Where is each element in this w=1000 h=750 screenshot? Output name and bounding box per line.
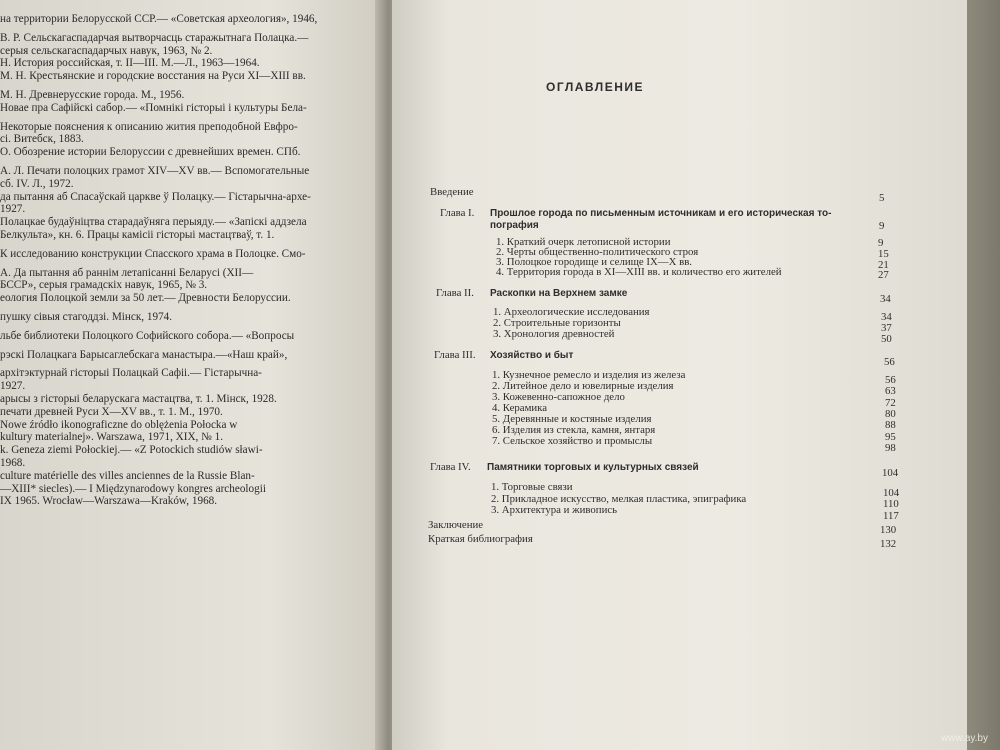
chapter-label: Глава I. (440, 207, 475, 219)
section-title: 4. Территория города в XI—XIII вв. и количество его жителей (496, 266, 782, 278)
bib-line: kultury materialnej». Warszawa, 1971, XIX, № 1. (0, 431, 224, 444)
bib-line: В. Р. Сельскагаспадарчая вытворчасць старажытнага Полацка.— (0, 31, 309, 44)
bib-line: —XIII* siecles).— I Międzynarodowy kongres archeologii (0, 482, 266, 495)
section-page: 95 (885, 431, 896, 443)
bib-line: К исследованию конструкции Спасского храма в Полоцке. Смо- (0, 247, 306, 260)
section-page: 110 (883, 498, 899, 510)
bib-line: О. Обозрение истории Белоруссии с древнейших времен. СПб. (0, 146, 301, 159)
bib-line: Н. История российская, т. II—III. М.—Л., 1963—1964. (0, 57, 260, 70)
toc-intro-page: 5 (879, 192, 885, 204)
chapter-page: 9 (879, 220, 885, 232)
section-page: 98 (885, 442, 896, 454)
chapter-title: Памятники торговых и культурных связей (487, 462, 699, 473)
section-title: 3. Кожевенно-сапожное дело (492, 391, 625, 403)
section-page: 15 (878, 248, 889, 260)
bib-line: рэскі Полацкага Барысаглебскага манастыра.—«Наш край», (0, 348, 288, 361)
bib-line: сб. IV. Л., 1972. (0, 177, 74, 190)
section-title: 2. Литейное дело и ювелирные изделия (492, 380, 674, 392)
bib-line: 1927. (0, 203, 26, 216)
bib-line: 1968. (0, 456, 26, 469)
bib-line: БССР», серыя грамадскіх навук, 1965, № 3. (0, 279, 208, 292)
bib-line: Nowe źródło ikonograficzne do oblężenia Połocka w (0, 418, 238, 431)
section-page: 56 (885, 374, 896, 386)
bib-line: М. Н. Крестьянские и городские восстания на Руси XI—XIII вв. (0, 70, 306, 83)
section-page: 50 (881, 333, 892, 345)
toc-bibliography-page: 132 (880, 538, 897, 550)
toc-conclusion-page: 130 (880, 524, 897, 536)
section-title: 2. Прикладное искусство, мелкая пластика, эпиграфика (491, 493, 747, 505)
section-page: 34 (881, 311, 892, 323)
section-title: 1. Кузнечное ремесло и изделия из железа (492, 369, 686, 381)
bib-line: льбе библиотеки Полоцкого Софийского собора.— «Вопросы (0, 329, 295, 342)
section-page: 63 (885, 385, 896, 397)
bib-line: Некоторые пояснения к описанию жития преподобной Евфро- (0, 120, 298, 133)
bib-line: на территории Белорусской ССР.— «Советская археология», 1946, (0, 13, 318, 25)
section-title: 3. Хронология древностей (493, 328, 615, 340)
section-title: 7. Сельское хозяйство и промыслы (492, 435, 653, 447)
chapter-label: Глава IV. (430, 461, 471, 473)
section-title: 4. Керамика (492, 402, 548, 414)
toc-conclusion-label: Заключение (428, 519, 484, 531)
chapter-page: 104 (882, 467, 899, 479)
bib-line: Новае пра Сафійскі сабор.— «Помнікі гісторыі і культуры Бела- (0, 101, 307, 114)
section-title: 1. Краткий очерк летописной истории (496, 236, 671, 248)
section-page: 9 (878, 237, 884, 249)
bib-line: culture matérielle des villes anciennes de la Russie Blan- (0, 469, 255, 482)
chapter-title: пография (490, 220, 539, 231)
toc-bibliography-label: Краткая библиография (428, 533, 533, 545)
bib-line: серыя сельскагаспадарчых навук, 1963, № 2. (0, 44, 213, 57)
bib-line: сі. Витебск, 1883. (0, 133, 84, 146)
chapter-label: Глава III. (434, 349, 476, 361)
section-page: 72 (885, 397, 896, 409)
section-page: 88 (885, 419, 896, 431)
bib-line: пушку сівыя стагоддзі. Мінск, 1974. (0, 310, 173, 323)
section-title: 2. Черты общественно-политического строя (496, 246, 699, 258)
section-page: 104 (883, 487, 900, 499)
section-title: 5. Деревянные и костяные изделия (492, 413, 652, 425)
toc-intro-label: Введение (430, 186, 474, 198)
chapter-title: Прошлое города по письменным источникам и его историческая то- (490, 208, 832, 219)
bib-line: IX 1965. Wrocław—Warszawa—Kraków, 1968. (0, 495, 218, 508)
section-title: 3. Полоцкое городище и селище IX—X вв. (496, 256, 692, 268)
bib-line: А. Л. Печати полоцких грамот XIV—XV вв.— Вспомогательные (0, 164, 310, 177)
section-title: 2. Строительные горизонты (493, 317, 621, 329)
watermark: www.ay.by (940, 733, 988, 744)
section-page: 80 (885, 408, 896, 420)
section-title: 1. Торговые связи (491, 481, 573, 493)
bib-line: Полацкае будаўніцтва старадаўняга перыяду.— «Запіскі аддзела (0, 216, 307, 229)
bib-line: печати древней Руси X—XV вв., т. 1. М., 1970. (0, 405, 223, 418)
bib-line: еология Полоцкой земли за 50 лет.— Древности Белоруссии. (0, 292, 291, 305)
toc-title: ОГЛАВЛЕНИЕ (546, 80, 645, 94)
chapter-page: 56 (884, 356, 895, 368)
bib-line: М. Н. Древнерусские города. М., 1956. (0, 88, 185, 101)
bib-line: да пытання аб Спасаўскай царкве ў Полацку.— Гістарычна-архе- (0, 190, 311, 203)
bib-line: А. Да пытання аб раннім летапісанні Беларусі (XII— (0, 266, 254, 279)
section-page: 37 (881, 322, 892, 334)
section-title: 6. Изделия из стекла, камня, янтаря (492, 424, 656, 436)
chapter-label: Глава II. (436, 287, 474, 299)
section-page: 117 (883, 510, 899, 522)
bib-line: 1927. (0, 380, 26, 393)
chapter-title: Хозяйство и быт (490, 350, 574, 361)
chapter-page: 34 (880, 293, 891, 305)
section-title: 3. Архитектура и живопись (491, 504, 618, 516)
section-page: 21 (878, 259, 889, 271)
bib-line: k. Geneza ziemi Połockiej.— «Z Potockich studiów sławi- (0, 444, 263, 457)
section-title: 1. Археологические исследования (493, 306, 650, 318)
bib-line: Белкульта», кн. 6. Працы камісіі гісторыі мастацтваў, т. 1. (0, 228, 275, 241)
bib-line: архітэктурнай гісторыі Полацкай Сафіі.— Гістарычна- (0, 367, 262, 380)
bib-line: арысы з гісторыі беларускага мастацтва, т. 1. Мінск, 1928. (0, 392, 277, 405)
section-page: 27 (878, 269, 889, 281)
chapter-title: Раскопки на Верхнем замке (490, 288, 628, 299)
